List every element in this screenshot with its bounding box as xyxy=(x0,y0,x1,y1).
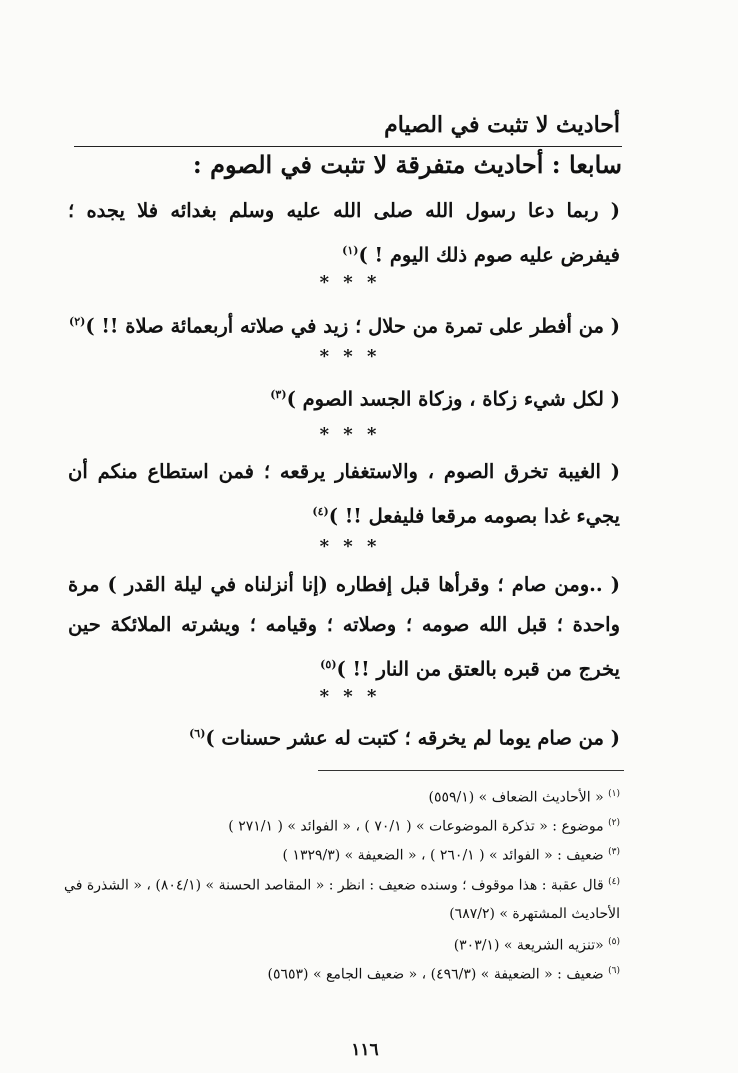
separator-stars: * * * xyxy=(319,424,381,445)
hadith-2: ( من أفطر على تمرة من حلال ؛ زيد في صلاته أربعمائة صلاة !! )$^{(٢)}$ xyxy=(68,314,620,338)
footnote-3: $^{(٣)}$ ضعيف : « الفوائد » ( ٢٦٠/١ ) ، « الضعيفة » (١٣٢٩/٣ ) xyxy=(282,847,620,864)
footnote-ref: (٦) xyxy=(189,727,206,740)
footnote-ref: (١) xyxy=(342,244,359,257)
footnote-1: $^{(١)}$ « الأحاديث الضعاف » (٥٥٩/١) xyxy=(428,789,620,806)
hadith-1: ( ربما دعا رسول الله صلى الله عليه وسلم بغدائه فلا يجده ؛ فيفرض عليه صوم ذلك اليوم ! )$^{(١)}$ xyxy=(68,199,620,267)
page-number: ١١٦ xyxy=(351,1040,379,1060)
header-rule xyxy=(74,146,622,147)
footnote-4: $^{(٤)}$ قال عقبة : هذا موقوف ؛ وسنده ضعيف : انظر : « المقاصد الحسنة » (٨٠٤/١) ، « الشذرة في xyxy=(64,877,620,894)
footnote-6: $^{(٦)}$ ضعيف : « الضعيفة » (٤٩٦/٣) ، « ضعيف الجامع » (٥٦٥٣) xyxy=(267,966,620,983)
footnote-rule xyxy=(318,770,624,771)
footnote-5: $^{(٥)}$ «تنزيه الشريعة » (٣٠٣/١) xyxy=(453,937,620,954)
separator-stars: * * * xyxy=(319,536,381,557)
footnote-ref: (٢) xyxy=(68,315,86,328)
footnote-2: $^{(٢)}$ موضوع : « تذكرة الموضوعات » ( ٧٠/١ ) ، « الفوائد » ( ٢٧١/١ ) xyxy=(228,818,620,835)
footnote-ref: (٥) xyxy=(320,658,337,671)
footnote-ref: (٤) xyxy=(312,505,329,518)
section-heading: سابعا : أحاديث متفرقة لا تثبت في الصوم : xyxy=(192,150,622,179)
hadith-4: ( الغيبة تخرق الصوم ، والاستغفار يرقعه ؛ فمن استطاع منكم أن يجيء غدا بصومه مرقعا فليفعل !! )$^{(٤)}$ xyxy=(68,460,620,528)
hadith-3: ( لكل شيء زكاة ، وزكاة الجسد الصوم )$^{(٣)}$ xyxy=(270,387,620,411)
footnote-ref: (٣) xyxy=(270,388,287,401)
hadith-6: ( من صام يوما لم يخرقه ؛ كتبت له عشر حسنات )$^{(٦)}$ xyxy=(189,726,620,750)
hadith-5: ( ..ومن صام ؛ وقرأها قبل إفطاره (إنا أنزلناه في ليلة القدر ) مرة واحدة ؛ قبل الله صومه ؛ وصلاته ؛ وقيامه ؛ ويشرته الملائكة حين يخرج من قبره بالعتق من النار !! )$^{(٥)}$ xyxy=(68,573,620,681)
footnote-4-continued: الأحاديث المشتهرة » (٦٨٧/٢) xyxy=(449,906,620,922)
separator-stars: * * * xyxy=(319,346,381,367)
separator-stars: * * * xyxy=(319,272,381,293)
running-header: أحاديث لا تثبت في الصيام xyxy=(384,112,620,138)
separator-stars: * * * xyxy=(319,686,381,707)
